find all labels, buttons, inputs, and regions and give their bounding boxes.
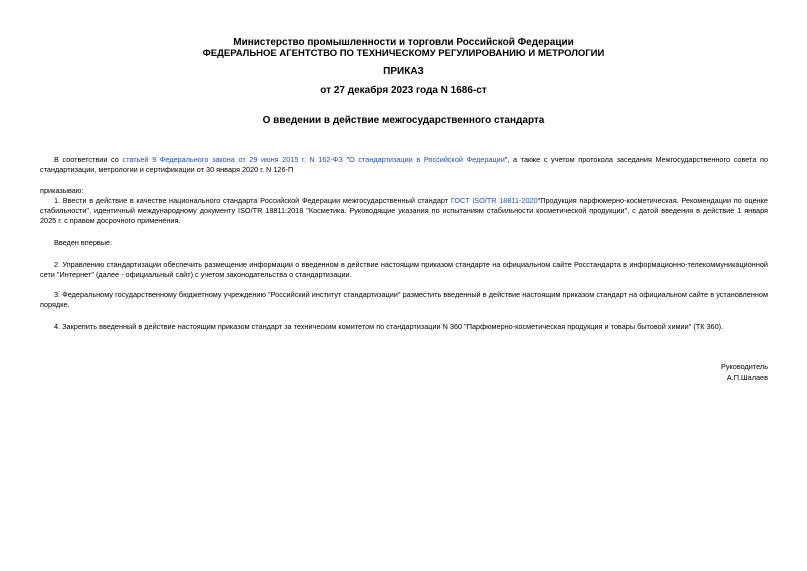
item-1-suffix: "Продукция парфюмерно-косметическая. Рекомендации по оценке стабильности", идентичный международному документу ISO/TR 18811:2018 "Косметика. Руководящие указания по испытаниям стабильности косметической продукции", с датой введения в действие 1 января 2025 г. с правом досрочного применения. bbox=[40, 196, 768, 225]
intro-prefix: В соответствии со bbox=[54, 155, 123, 164]
item-2-paragraph: 2. Управлению стандартизации обеспечить размещение информации о введенном в действие настоящим приказом стандарте на официальном сайте Росстандарта в информационно-телекоммуникационной сети "Интернет" (далее - официальный сайт) с учетом законодательства о стандартизации. bbox=[40, 260, 768, 279]
ministry-name: Министерство промышленности и торговли Российской Федерации bbox=[233, 37, 574, 48]
intro-paragraph bbox=[40, 155, 768, 175]
item-4-paragraph: 4. Закрепить введенный в действие настоящим приказом стандарт за техническим комитетом по стандартизации N 360 "Парфюмерно-косметическая продукция и товары бытовой химии" (ТК 360). bbox=[54, 322, 724, 331]
federal-law-article-link[interactable]: статьей 9 Федерального закона от 29 июня 2015 г. N 162-ФЗ bbox=[122, 155, 343, 164]
intro-suffix: ", а также с учетом протокола заседания Межгосударственного совета по стандартизации, метрологии и сертификации от 30 января 2020 г. N 126-П bbox=[40, 155, 768, 174]
gost-standard-link[interactable]: ГОСТ ISO/TR 18811-2020 bbox=[450, 196, 538, 205]
signatory-name: А.П.Шалаев bbox=[726, 373, 768, 382]
introduced-first-note: Введен впервые. bbox=[54, 238, 113, 247]
standardization-law-link[interactable]: О стандартизации в Российской Федерации bbox=[349, 155, 505, 164]
item-1-paragraph bbox=[40, 196, 768, 226]
agency-name: ФЕДЕРАЛЬНОЕ АГЕНТСТВО ПО ТЕХНИЧЕСКОМУ РЕГУЛИРОВАНИЮ И МЕТРОЛОГИИ bbox=[202, 48, 605, 59]
document-title: О введении в действие межгосударственного стандарта bbox=[262, 115, 545, 126]
item-1-prefix: 1. Ввести в действие в качестве национального стандарта Российской Федерации межгосударственный стандарт bbox=[54, 196, 451, 205]
order-word: приказываю: bbox=[40, 186, 84, 195]
intro-mid: " bbox=[342, 155, 350, 164]
signatory-title: Руководитель bbox=[720, 362, 768, 371]
item-3-paragraph: 3. Федеральному государственному бюджетному учреждению "Российский институт стандартизации" разместить введенный в действие настоящим приказом стандарт на официальном сайте в установленном порядке. bbox=[40, 290, 768, 309]
document-type: ПРИКАЗ bbox=[383, 66, 424, 77]
document-date-number: от 27 декабря 2023 года N 1686-ст bbox=[320, 85, 487, 96]
